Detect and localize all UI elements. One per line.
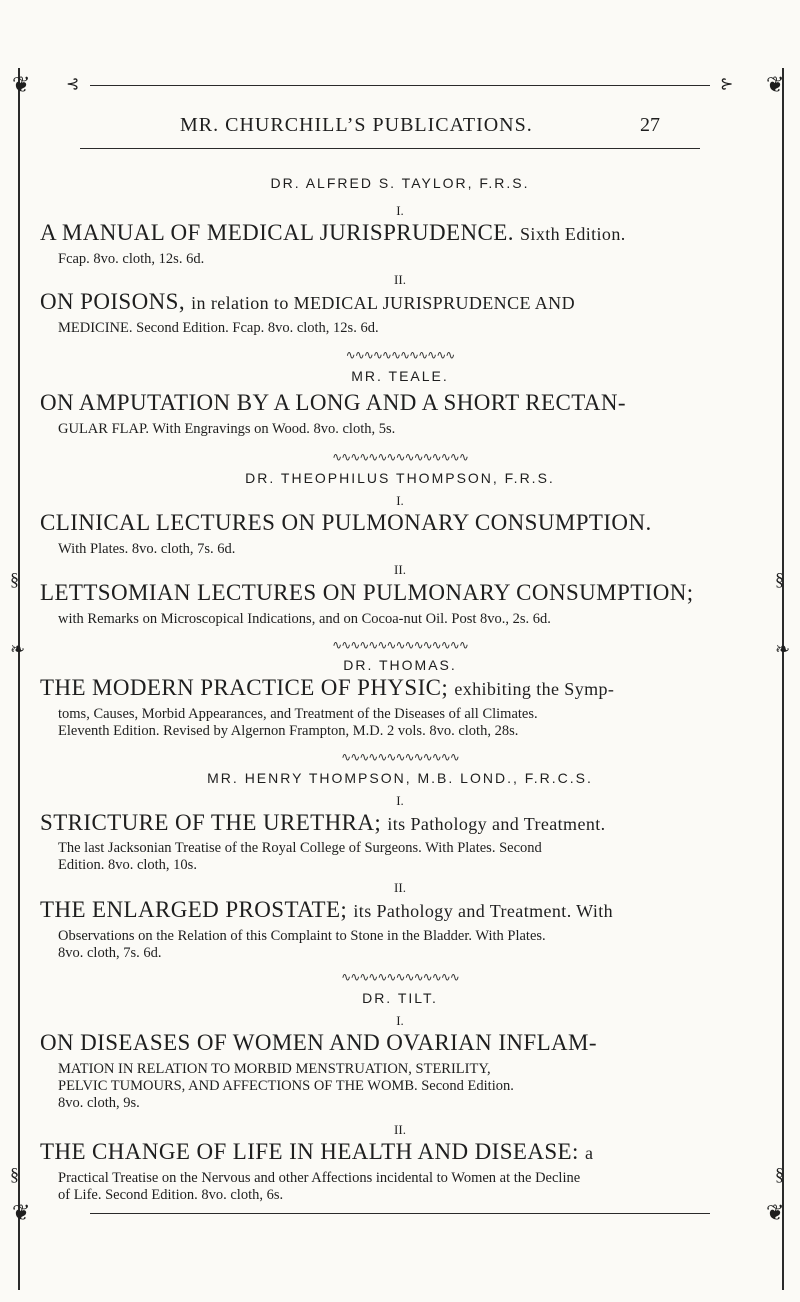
scroll-icon: ⊱ (720, 76, 734, 93)
work-numeral: II. (394, 272, 406, 287)
border-left-line (18, 68, 20, 1290)
scroll-icon: ⊰ (66, 76, 80, 93)
flourish-icon: § (10, 1164, 19, 1184)
work-title: LETTSOMIAN LECTURES ON PULMONARY CONSUMPTION; (40, 580, 694, 605)
work-numeral: I. (396, 203, 404, 218)
author-heading: DR. ALFRED S. TAYLOR, F.R.S. (270, 175, 530, 191)
wavy-rule-icon: ∿∿∿∿∿∿∿∿∿∿∿∿∿ (341, 750, 459, 764)
flourish-icon: § (775, 1164, 784, 1184)
flourish-icon: ❧ (10, 639, 26, 659)
wavy-rule-icon: ∿∿∿∿∿∿∿∿∿∿∿∿ (345, 348, 455, 362)
flourish-icon: ❧ (775, 639, 791, 659)
work-title: THE MODERN PRACTICE OF PHYSIC; exhibiting the Symp- (40, 675, 615, 700)
work-numeral: II. (394, 1122, 406, 1137)
work-numeral: I. (396, 493, 404, 508)
bottom-rule (90, 1213, 710, 1214)
work-numeral: I. (396, 793, 404, 808)
author-heading: DR. TILT. (362, 990, 438, 1006)
work-details: MEDICINE. Second Edition. Fcap. 8vo. cloth, 12s. 6d. (58, 320, 379, 336)
flourish-icon: ❦ (12, 72, 31, 97)
work-title: ON DISEASES OF WOMEN AND OVARIAN INFLAM- (40, 1030, 597, 1055)
work-numeral: II. (394, 880, 406, 895)
work-details: toms, Causes, Morbid Appearances, and Treatment of the Diseases of all Climates. Eleventh Edition. Revised by Algernon Frampton, M.D. 2 vols. 8vo. cloth, 28s. (58, 706, 538, 739)
author-heading: MR. TEALE. (351, 368, 449, 384)
flourish-icon: ❦ (766, 1200, 785, 1225)
author-heading: DR. THEOPHILUS THOMPSON, F.R.S. (245, 470, 555, 486)
work-details: MATION IN RELATION TO MORBID MENSTRUATION, STERILITY, PELVIC TUMOURS, AND AFFECTIONS OF THE WOMB. Second Edition. 8vo. cloth, 9s. (58, 1061, 514, 1111)
flourish-icon: ❦ (12, 1200, 31, 1225)
flourish-icon: § (10, 569, 19, 589)
author-heading: MR. HENRY THOMPSON, M.B. LOND., F.R.C.S. (207, 770, 593, 786)
work-title: THE CHANGE OF LIFE IN HEALTH AND DISEASE: a (40, 1139, 594, 1164)
work-numeral: II. (394, 562, 406, 577)
work-details: Practical Treatise on the Nervous and other Affections incidental to Women at the Decline of Life. Second Edition. 8vo. cloth, 6s. (58, 1170, 581, 1203)
border-right-line (782, 68, 784, 1290)
work-title: A MANUAL OF MEDICAL JURISPRUDENCE. Sixth Edition. (40, 220, 626, 245)
work-details: With Plates. 8vo. cloth, 7s. 6d. (58, 541, 236, 557)
work-details: Fcap. 8vo. cloth, 12s. 6d. (58, 251, 205, 267)
work-details: Observations on the Relation of this Complaint to Stone in the Bladder. With Plates. 8vo. cloth, 7s. 6d. (58, 928, 546, 961)
flourish-icon: § (775, 569, 784, 589)
wavy-rule-icon: ∿∿∿∿∿∿∿∿∿∿∿∿∿ (341, 970, 459, 984)
page-number: 27 (640, 114, 660, 136)
work-title: ON POISONS, in relation to MEDICAL JURISPRUDENCE AND (40, 289, 575, 314)
header-rule (80, 148, 700, 149)
top-rule (90, 85, 710, 86)
work-title: STRICTURE OF THE URETHRA; its Pathology and Treatment. (40, 810, 606, 835)
work-details: The last Jacksonian Treatise of the Royal College of Surgeons. With Plates. Second Edition. 8vo. cloth, 10s. (58, 840, 542, 873)
running-title: MR. CHURCHILL’S PUBLICATIONS. (180, 114, 533, 136)
author-heading: DR. THOMAS. (343, 657, 457, 673)
work-details: with Remarks on Microscopical Indications, and on Cocoa-nut Oil. Post 8vo., 2s. 6d. (58, 611, 551, 627)
work-title: THE ENLARGED PROSTATE; its Pathology and Treatment. With (40, 897, 614, 922)
flourish-icon: ❦ (766, 72, 785, 97)
work-title: CLINICAL LECTURES ON PULMONARY CONSUMPTION. (40, 510, 652, 535)
wavy-rule-icon: ∿∿∿∿∿∿∿∿∿∿∿∿∿∿∿ (332, 638, 468, 652)
work-numeral: I. (396, 1013, 404, 1028)
work-title: ON AMPUTATION BY A LONG AND A SHORT RECTAN- (40, 390, 626, 415)
wavy-rule-icon: ∿∿∿∿∿∿∿∿∿∿∿∿∿∿∿ (332, 450, 468, 464)
work-details: GULAR FLAP. With Engravings on Wood. 8vo. cloth, 5s. (58, 421, 396, 437)
